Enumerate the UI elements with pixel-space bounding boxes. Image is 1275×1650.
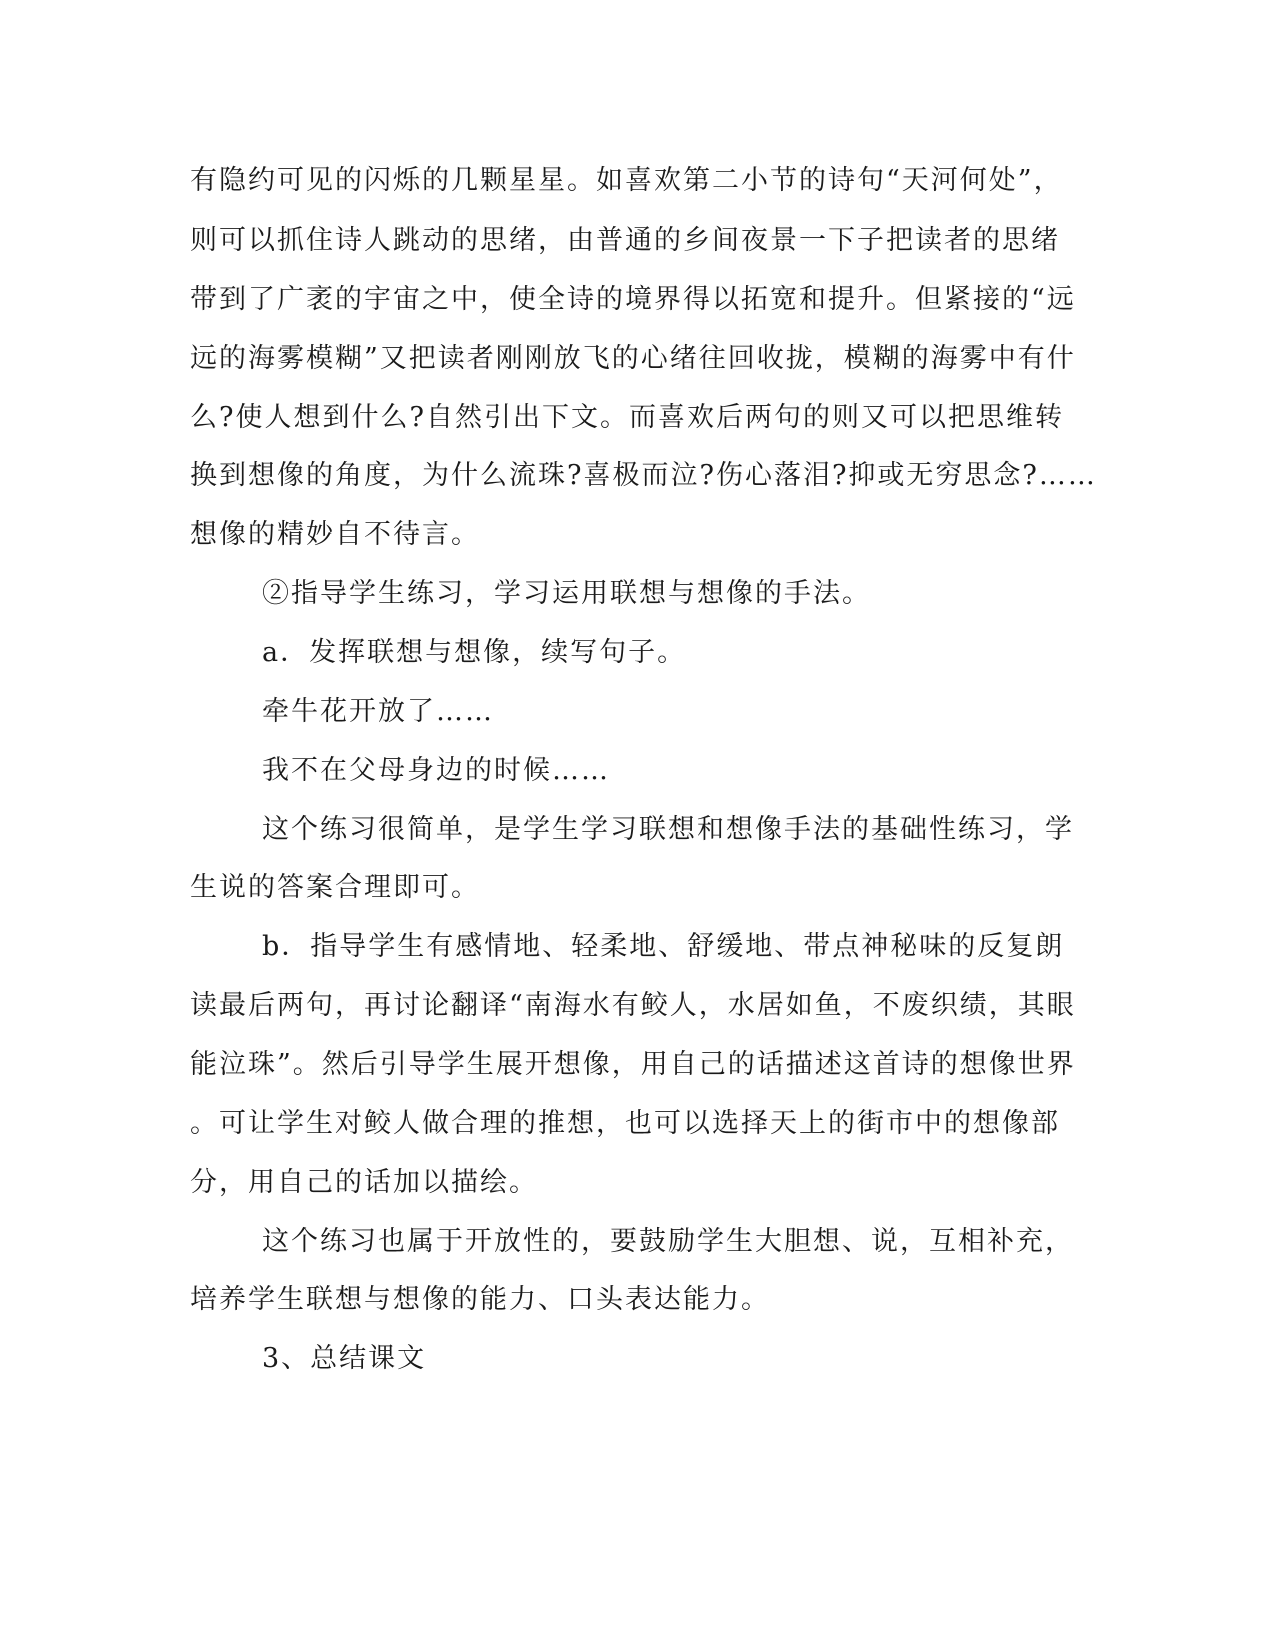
text-line: b．指导学生有感情地、轻柔地、舒缓地、带点神秘味的反复朗 [262,931,1065,962]
text-line: 牵牛花开放了…… [262,696,494,727]
section-heading: 3、总结课文 [262,1343,427,1374]
text-line: 这个练习也属于开放性的，要鼓励学生大胆想、说，互相补充， [262,1226,1074,1257]
text-line: 分，用自己的话加以描绘。 [190,1167,538,1198]
text-line: 想像的精妙自不待言。 [190,519,480,550]
text-line: 则可以抓住诗人跳动的思绪，由普通的乡间夜景一下子把读者的思绪 [190,225,1060,256]
text-line: 读最后两句，再讨论翻译“南海水有鲛人，水居如鱼，不废织绩，其眼 [190,990,1076,1021]
text-line: 这个练习很简单，是学生学习联想和想像手法的基础性练习，学 [262,814,1074,845]
text-line: 换到想像的角度，为什么流珠?喜极而泣?伤心落泪?抑或无穷思念?…… [190,460,1097,491]
text-line: 培养学生联想与想像的能力、口头表达能力。 [190,1284,770,1315]
text-line: 我不在父母身边的时候…… [262,755,610,786]
text-line: ②指导学生练习，学习运用联想与想像的手法。 [262,578,871,609]
text-line: 有隐约可见的闪烁的几颗星星。如喜欢第二小节的诗句“天河何处”， [190,165,1063,196]
text-line: 生说的答案合理即可。 [190,872,480,903]
text-line: 么?使人想到什么?自然引出下文。而喜欢后两句的则又可以把思维转 [190,402,1064,433]
text-line: 带到了广袤的宇宙之中，使全诗的境界得以拓宽和提升。但紧接的“远 [190,284,1076,315]
text-line: 能泣珠”。然后引导学生展开想像，用自己的话描述这首诗的想像世界 [190,1049,1076,1080]
text-line: 远的海雾模糊”又把读者刚刚放飞的心绪往回收拢，模糊的海雾中有什 [190,343,1076,374]
text-line: 。可让学生对鲛人做合理的推想，也可以选择天上的街市中的想像部 [190,1108,1060,1139]
text-line: a．发挥联想与想像，续写句子。 [262,637,687,668]
